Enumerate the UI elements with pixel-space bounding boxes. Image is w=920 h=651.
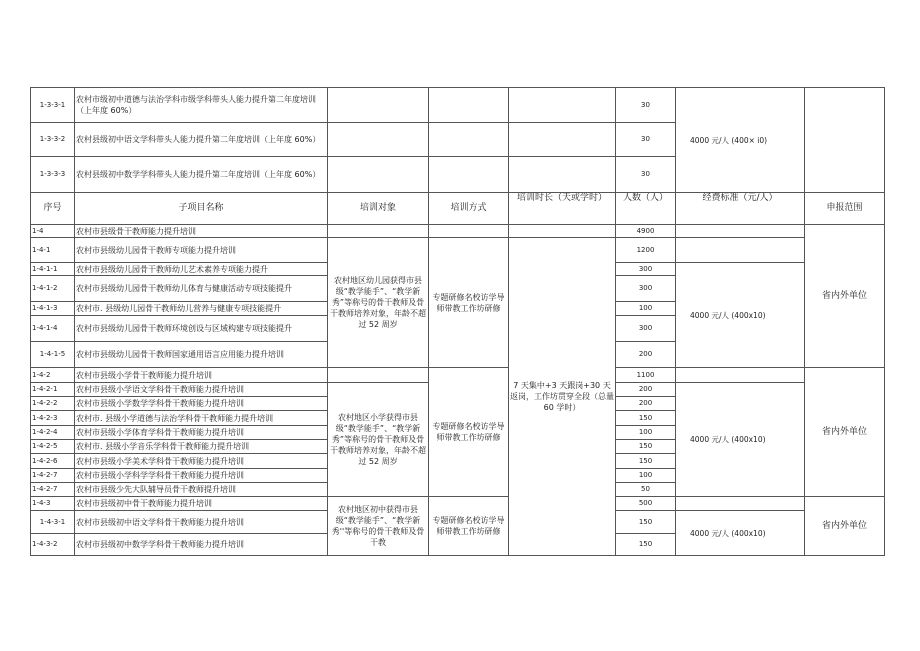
scope-kindergarten: 省内外单位: [805, 225, 885, 368]
row-id: 1-3-3-2: [31, 123, 75, 157]
row-id: 1-4-1-3: [31, 302, 75, 316]
row-id: 1-4-1: [31, 238, 75, 263]
row-id: 1-4-2-7: [31, 469, 75, 483]
row-count: 100: [616, 469, 676, 483]
row-id: 1-4: [31, 225, 75, 238]
row-count: 200: [616, 397, 676, 411]
fee-kindergarten: 4000 元/人 (400x10): [676, 263, 805, 368]
row-name: 农村市县级初中数学学科骨干教师能力提升培训: [75, 534, 328, 556]
fee-standard: 4000 元/人 (400× i0): [676, 88, 805, 193]
row-name: 农村市县级小学骨干教师能力提升培训: [75, 368, 328, 383]
header-duration: 培训时长（天或学时）: [509, 193, 616, 225]
row-name: 农村市县级小学体育学科骨干教师能力提升培训: [75, 426, 328, 440]
row-id: 1-4-3-1: [31, 511, 75, 534]
row-id: 1-4-2-7: [31, 483, 75, 497]
row-name: 农村市县级幼儿园骨干教师环境创设与区域构建专项技能提升: [75, 316, 328, 342]
row-id: 1-3-3-3: [31, 157, 75, 193]
header-count: 人数（人）: [616, 193, 676, 225]
scope-primary: 省内外单位: [805, 368, 885, 497]
target-primary: 农村地区小学获得市县级“教学能手”、“教学新秀”等称号的骨干教师及骨干教师培养对象，年龄不超过 52 周岁: [328, 383, 429, 497]
method-primary: 专题研修名校访学导师带教工作坊研修: [429, 368, 509, 497]
row-id: 1-4-2-4: [31, 426, 75, 440]
row-name: 农村县级初中语文学科带头人能力提升第二年度培训（上年度 60%）: [75, 123, 328, 157]
header-method: 培训方式: [429, 193, 509, 225]
row-id: 1-4-3: [31, 497, 75, 511]
row-name: 农村市县级小学科学学科骨干教师能力提升培训: [75, 469, 328, 483]
row-name: 农村市县级初中骨干教师能力提升培训: [75, 497, 328, 511]
header-target: 培训对象: [328, 193, 429, 225]
row-count: 1200: [616, 238, 676, 263]
row-count: 100: [616, 426, 676, 440]
scope-junior: 省内外单位: [805, 497, 885, 556]
table-row: [31, 225, 885, 238]
header-fee: 经费标准（元/人）: [676, 193, 805, 225]
fee-junior: 4000 元/人 (400x10): [676, 511, 805, 556]
header-scope: 申报范围: [805, 193, 885, 225]
row-name: 农村市县级初中语文学科骨干教师能力提升培训: [75, 511, 328, 534]
row-count: 1100: [616, 368, 676, 383]
row-count: 30: [616, 123, 676, 157]
method-junior: 专题研修名校访学导师带教工作坊研修: [429, 497, 509, 556]
row-id: 1-4-2-6: [31, 454, 75, 469]
row-name: 农村市县级小学数学学科骨干教师能力提升培训: [75, 397, 328, 411]
table-row: [31, 368, 885, 383]
table-row: [31, 88, 885, 123]
row-id: 1-4-2-2: [31, 397, 75, 411]
row-name: 农村市级初中道德与法治学科市级学科带头人能力提升第二年度培训（上年度 60%）: [75, 88, 328, 123]
training-duration: 7 天集中+3 天跟岗+30 天返岗，工作坊贯穿全段（总量 60 学时）: [509, 238, 616, 556]
row-count: 30: [616, 88, 676, 123]
row-count: 150: [616, 454, 676, 469]
row-count: 300: [616, 316, 676, 342]
row-count: 200: [616, 383, 676, 397]
target-junior: 农村地区初中获得市县级“教学能手”、“教学新秀''等称号的骨干教师及骨干教: [328, 497, 429, 556]
row-id: 1-4-1-1: [31, 263, 75, 276]
row-name: 农村市县级幼儿园骨干教师专项能力提升培训: [75, 238, 328, 263]
row-count: 50: [616, 483, 676, 497]
row-id: 1-4-2: [31, 368, 75, 383]
row-count: 300: [616, 263, 676, 276]
row-count: 500: [616, 497, 676, 511]
row-name: 农村市. 县级幼儿园骨干教师幼儿营养与健康专项技能提升: [75, 302, 328, 316]
row-name: 农村市. 县级小学道德与法治学科骨干教师能力提升培训: [75, 411, 328, 426]
row-name: 农村市县级小学美术学科骨干教师能力提升培训: [75, 454, 328, 469]
target-kindergarten: 农村地区幼儿园获得市县级“教学能手”、“教学新秀”等称号的骨干教师及骨干教师培养对象，年龄不超过 52 周岁: [328, 238, 429, 368]
header-id: 序号: [31, 193, 75, 225]
header-name: 子项目名称: [75, 193, 328, 225]
row-id: 1-4-2-1: [31, 383, 75, 397]
table-row: [31, 497, 885, 511]
row-id: 1-3-3-1: [31, 88, 75, 123]
row-count: 200: [616, 342, 676, 368]
row-count: 4900: [616, 225, 676, 238]
method-kindergarten: 专题研修名校访学导师带教工作坊研修: [429, 238, 509, 368]
row-count: 150: [616, 440, 676, 454]
table-header: [31, 193, 885, 225]
row-count: 30: [616, 157, 676, 193]
row-id: 1-4-3-2: [31, 534, 75, 556]
training-project-table: [30, 87, 885, 556]
row-name: 农村市县级幼儿园骨干教师幼儿艺术素养专项能力提升: [75, 263, 328, 276]
row-id: 1-4-1-5: [31, 342, 75, 368]
row-name: 农村市县级少先大队辅导员骨干教师提升培训: [75, 483, 328, 497]
row-count: 150: [616, 411, 676, 426]
fee-primary: 4000 元/人 (400x10): [676, 383, 805, 497]
row-id: 1-4-2-3: [31, 411, 75, 426]
row-name: 农村市县级骨干教师能力提升培训: [75, 225, 328, 238]
row-name: 农村市县级小学语文学科骨干教师能力提升培训: [75, 383, 328, 397]
row-count: 150: [616, 534, 676, 556]
row-name: 农村市县级幼儿园骨干教师幼儿体育与健康活动专项技能提升: [75, 276, 328, 302]
row-id: 1-4-1-2: [31, 276, 75, 302]
table-row: [31, 238, 885, 263]
row-count: 300: [616, 276, 676, 302]
row-id: 1-4-1-4: [31, 316, 75, 342]
row-count: 150: [616, 511, 676, 534]
row-name: 农村市县级幼儿园骨干教师国家通用语言应用能力提升培训: [75, 342, 328, 368]
row-name: 农村县级初中数学学科带头人能力提升第二年度培训（上年度 60%）: [75, 157, 328, 193]
row-id: 1-4-2-5: [31, 440, 75, 454]
row-name: 农村市. 县级小学音乐学科骨干教师能力提升培训: [75, 440, 328, 454]
row-count: 100: [616, 302, 676, 316]
